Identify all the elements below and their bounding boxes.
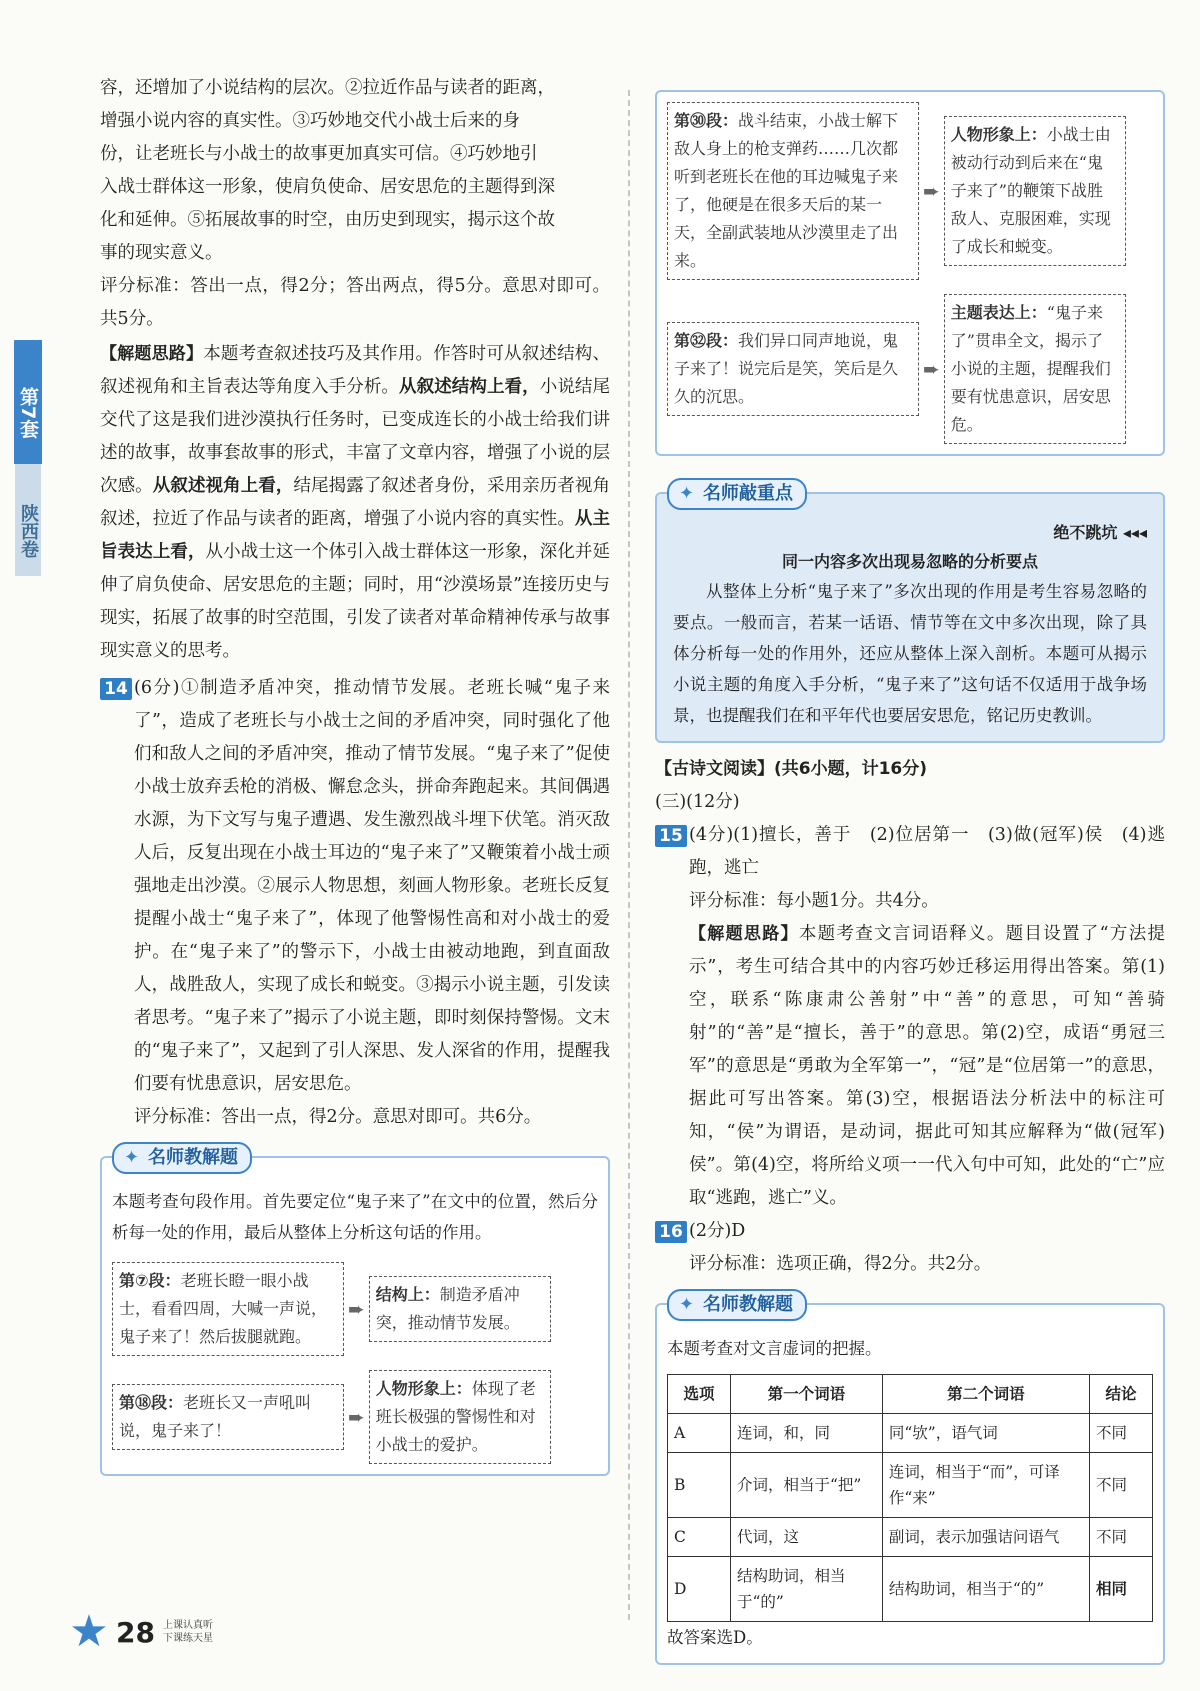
q15-scoring: 评分标准：每小题1分。共4分。 [689,891,939,911]
xuci-table [667,1374,1153,1622]
approach-text: 本题考查叙述技巧及其作用。作答时可从叙述结构、叙述视角和主旨表达等角度入手分析。 [100,344,611,397]
key-point-box [655,483,1165,743]
flow-text: “鬼子来了”贯串全文，揭示了小说的主题，提醒我们要有忧患意识，居安思危。 [950,303,1111,434]
flow-target [944,294,1126,444]
flow-lead: 结构上： [375,1285,440,1304]
teach-box-q14 [100,1147,610,1476]
table-header: 第一个词语 [731,1375,883,1414]
flow-panel-q14 [655,90,1165,456]
flow-lead: 第⑦段： [119,1271,181,1290]
q16-block [655,1215,1165,1281]
q14-scoring: 评分标准：答出一点，得2分。意思对即可。共6分。 [134,1107,542,1127]
flow-lead: 第㉜段： [674,331,739,350]
key-body: 从整体上分析“鬼子来了”多次出现的作用是考生容易忽略的要点。一般而言，若某一话语、情节等在文中多次出现，除了具体分析每一处的作用外，还应从整体上深入剖析。本题可从揭示小说主题的角度入手分析，“鬼子来了”这句话不仅适用于战争场景，也提醒我们在和平年代也要居安思危，铭记历史教训。 [673,582,1147,725]
q16-scoring: 评分标准：选项正确，得2分。共2分。 [689,1254,992,1274]
flow-text: 老班长瞪一眼小战士，看看四周，大喊一声说，鬼子来了！然后拔腿就跑。 [119,1271,328,1346]
table-row [668,1557,1153,1622]
flow-lead: 第㉚段： [674,111,739,130]
table-cell: 连词，和，同 [731,1414,883,1453]
flow-source [112,1384,344,1450]
side-tab [8,340,48,576]
section-title [655,753,1165,786]
section-title-text: 【古诗文阅读】(共6小题，计16分) [655,759,928,779]
flow-lead: 主题表达上： [950,303,1047,322]
teach-intro: 本题考查句段作用。首先要定位“鬼子来了”在文中的位置，然后分析每一处的作用，最后从整体上分析这句话的作用。 [112,1192,598,1242]
intro-line: 增强小说内容的真实性。③巧妙地交代小战士后来的身 [100,111,520,131]
flow-text: 体现了老班长极强的警惕性和对小战士的爱护。 [375,1379,536,1454]
table-row [668,1453,1153,1518]
table-cell: 不同 [1090,1518,1153,1557]
flow-target [369,1276,551,1342]
flow-lead: 人物形象上： [950,125,1047,144]
table-cell: A [668,1414,731,1453]
q15-number: 15 [655,825,687,847]
q13-approach [100,338,610,668]
approach-text: 结尾揭露了叙述者身份，采用亲历者视角叙述，拉近了作品与读者的距离，增强了小说内容的真实性。 [100,476,611,529]
table-cell: 连词，相当于“而”，可译作“来” [882,1453,1089,1518]
q16-answer: (2分)D [689,1221,746,1241]
arrow-right-icon: ➨ [348,1405,365,1429]
column-divider [628,90,630,1620]
star-mascot-icon: ★ [69,1606,109,1657]
page-footer [66,1606,226,1658]
arrow-right-icon: ➨ [923,357,940,381]
flow-text: 战斗结束，小战士解下敌人身上的枪支弹药……几次都听到老班长在他的耳边喊鬼子来了，他硬是在很多天后的某一天，全副武装地从沙漠里走了出来。 [674,111,899,270]
q14-answer: (6分)①制造矛盾冲突，推动情节发展。老班长喊“鬼子来了”，造成了老班长与小战士之间的矛盾冲突，同时强化了他们和敌人之间的矛盾冲突，推动了情节发展。“鬼子来了”促使小战士放弃丢枪的消极、懈怠念头，拼命奔跑起来。其间偶遇水源，为下文写与鬼子遭遇、发生激烈战斗埋下伏笔。消灭敌人后，反复出现在小战士耳边的“鬼子来了”又鞭策着小战士顽强地走出沙漠。②展示人物思想，刻画人物形象。老班长反复提醒小战士“鬼子来了”，体现了他警惕性高和对小战士的爱护。在“鬼子来了”的警示下，小战士由被动地跑，到直面敌人，战胜敌人，实现了成长和蜕变。③揭示小说主题，引发读者思考。“鬼子来了”揭示了小说主题，即时刻保持警惕。文末的“鬼子来了”，又起到了引人深思、发人深省的作用，提醒我们要有忧患意识，居安思危。 [134,678,610,1094]
approach-tag: 【解题思路】 [689,924,799,944]
table-cell: 不同 [1090,1414,1153,1453]
flow-target [369,1370,551,1464]
motto-line: 下课练天星 [162,1633,213,1644]
table-header: 结论 [1090,1375,1153,1414]
approach-bold: 从叙述结构上看， [399,377,540,397]
table-cell: B [668,1453,731,1518]
region-label: 陕西卷 [15,464,41,576]
table-cell: 介词，相当于“把” [731,1453,883,1518]
q15-answer: (4分)(1)擅长，善于 (2)位居第一 (3)做(冠军)侯 (4)逃跑，逃亡 [689,825,1165,878]
key-tail: 绝不跳坑 ◂◂◂ [1053,523,1147,542]
approach-bold: 从叙述视角上看， [152,476,294,496]
approach-text: 本题考查文言词语释义。题目设置了“方法提示”，考生可结合其中的内容巧妙迁移运用得出答案。第(1)空，联系“陈康肃公善射”中“善”的意思，可知“善骑射”的“善”是“擅长，善于”的意思。第(2)空，成语“勇冠三军”的意思是“勇敢为全军第一”，“冠”是“位居第一”的意思，据此可写出答案。第(3)空，根据语法分析法中的标注可知，“侯”为谓语，是动词，据此可知其应解释为“做(冠军)侯”。第(4)空，将所给义项一一代入句中可知，此处的“亡”应取“逃跑，逃亡”义。 [689,924,1165,1208]
table-header: 第二个词语 [882,1375,1089,1414]
flow-source [667,102,919,280]
q13-answer-tail [100,72,610,270]
motto-line: 上课认真听 [162,1620,213,1631]
flow-row [667,294,1153,444]
teach-intro: 本题考查对文言虚词的把握。 [667,1339,882,1358]
table-row [668,1518,1153,1557]
flow-text: 小战士由被动行动到后来在“鬼子来了”的鞭策下战胜敌人、克服困难，实现了成长和蜕变。 [950,125,1111,256]
intro-line: 入战士群体这一形象，使肩负使命、居安思危的主题得到深 [100,177,555,197]
page-number: 28 [116,1615,155,1649]
teach-badge: ✦ 名师教解题 [112,1142,252,1174]
table-cell: 不同 [1090,1453,1153,1518]
flow-source [667,322,919,416]
flow-row [112,1370,598,1464]
table-cell: 结构助词，相当于“的” [731,1557,883,1622]
flow-text: 我们异口同声地说，鬼子来了！说完后是笑，笑后是久久的沉思。 [674,331,899,406]
q16-number: 16 [655,1221,687,1243]
flow-source [112,1262,344,1356]
table-row [668,1414,1153,1453]
teach-badge: ✦ 名师教解题 [667,1289,807,1321]
q15-block [655,819,1165,1215]
q15-approach [689,918,1165,1215]
teach-box-q16 [655,1294,1165,1665]
q14-number: 14 [100,678,132,700]
intro-line: 事的现实意义。 [100,243,223,263]
right-column [655,90,1165,1665]
table-cell: C [668,1518,731,1557]
set-label: 第7套 [14,340,42,464]
table-cell: 代词，这 [731,1518,883,1557]
flow-text: 制造矛盾冲突，推动情节发展。 [375,1285,520,1332]
sub-title: (三)(12分) [655,792,740,812]
approach-bold: 从主旨表达上看， [100,509,611,562]
flow-lead: 第⑱段： [119,1393,184,1412]
approach-tag: 【解题思路】 [100,344,204,364]
table-cell: D [668,1557,731,1622]
flow-row [112,1262,598,1356]
flow-row [667,102,1153,280]
table-cell: 同“欤”，语气词 [882,1414,1089,1453]
approach-text: 从小战士这一个体引入战士群体这一形象，深化并延伸了肩负使命、居安思危的主题；同时，用“沙漠场景”连接历史与现实，拓展了故事的时空范围，引发了读者对革命精神传承与故事现实意义的思考。 [100,542,611,661]
key-badge: ✦ 名师敲重点 [667,478,807,510]
table-header: 选项 [668,1375,731,1414]
table-header-row [668,1375,1153,1414]
intro-line: 化和延伸。⑤拓展故事的时空，由历史到现实，揭示这个故 [100,210,555,230]
table-cell: 副词，表示加强诘问语气 [882,1518,1089,1557]
table-cell: 相同 [1090,1557,1153,1622]
q14-block [100,672,610,1134]
key-title: 同一内容多次出现易忽略的分析要点 [781,552,1038,571]
flow-text: 老班长又一声吼叫说，鬼子来了！ [119,1393,312,1440]
flow-target [944,116,1126,266]
footer-motto [163,1619,213,1645]
left-column [100,72,610,1476]
intro-line: 份，让老班长与小战士的故事更加真实可信。④巧妙地引 [100,144,538,164]
arrow-right-icon: ➨ [923,179,940,203]
intro-line: 容，还增加了小说结构的层次。②拉近作品与读者的距离， [100,78,555,98]
table-cell: 结构助词，相当于“的” [882,1557,1089,1622]
approach-text: 小说结尾交代了这是我们进沙漠执行任务时，已变成连长的小战士给我们讲述的故事，故事套故事的形式，丰富了文章内容，增强了小说的层次感。 [100,377,611,496]
flow-lead: 人物形象上： [375,1379,472,1398]
q13-scoring: 评分标准：答出一点，得2分；答出两点，得5分。意思对即可。共5分。 [100,276,610,329]
arrow-right-icon: ➨ [348,1297,365,1321]
teach-conclusion: 故答案选D。 [667,1628,763,1647]
